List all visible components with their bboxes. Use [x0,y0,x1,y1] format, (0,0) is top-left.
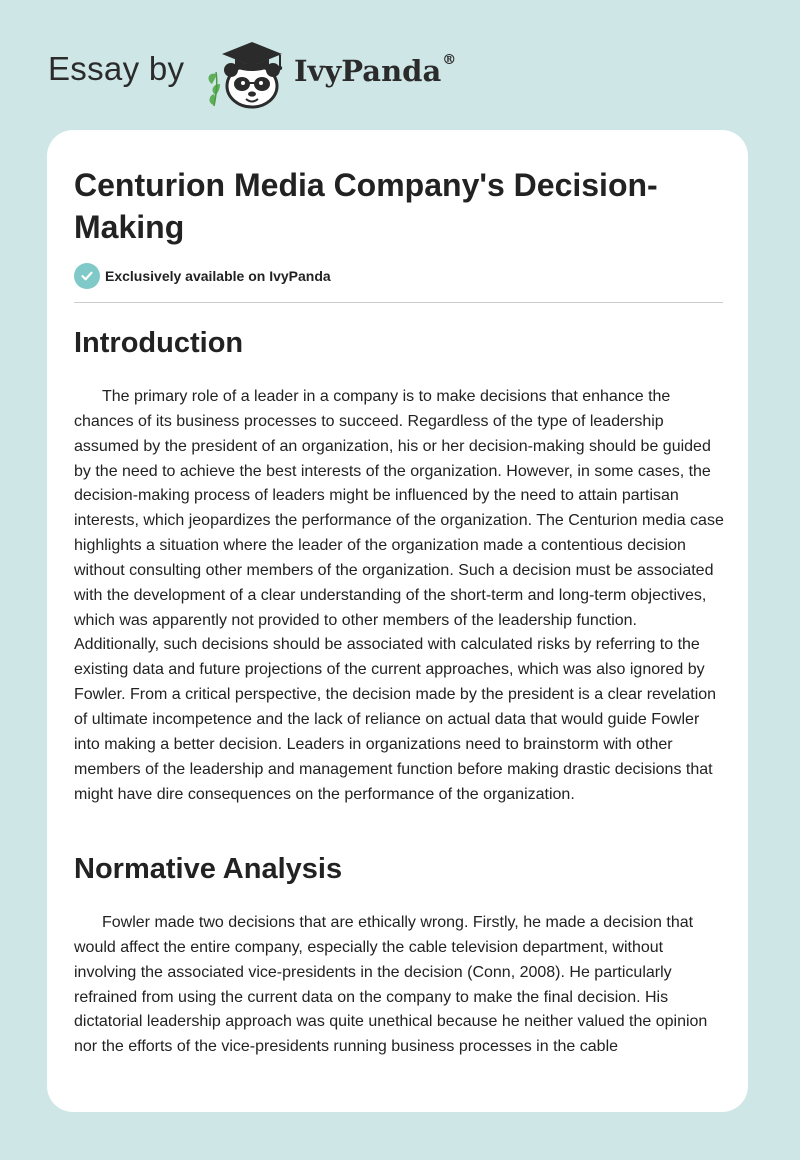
brand-name: IvyPanda® [294,52,457,88]
panda-logo-icon [202,34,292,110]
check-icon [74,263,100,289]
exclusive-badge-label: Exclusively available on IvyPanda [105,268,331,284]
essay-card [47,130,748,1112]
section-paragraph-normative-analysis: Fowler made two decisions that are ethically wrong. Firstly, he made a decision that would affect the entire company, especially the cable television department, without involving the associated vice-presidents in the decision (Conn, 2008). He particularly refrained from using the current data on the company to make the final decision. His dictatorial leadership approach was quite unethical because he neither valued the opinion nor the efforts of the vice-presidents running business processes in the cable [74,914,708,1056]
registered-mark: ® [442,52,457,69]
page-title: Centurion Media Company's Decision-Making [74,167,658,245]
brand-header[interactable] [48,34,468,110]
section-heading-introduction: Introduction [74,327,244,359]
divider [74,302,723,303]
brand-prefix: Essay by [48,50,185,87]
section-paragraph-introduction: The primary role of a leader in a company is to make decisions that enhance the chances of its business processes to succeed. Regardless of the type of leadership assumed by the president of an organization, his or her decision-making should be guided by the need to achieve the best interests of the organization. However, in some cases, the decision-making process of leaders might be influenced by the need to attain partisan interests, which jeopardizes the performance of the organization. The Centurion media case highlights a situation where the leader of the organization made a contentious decision without consulting other members of the organization. Such a decision must be associated with the development of a clear understanding of the short-term and long-term objectives, which was apparently not provided to other members of the leadership function. Additionally, such decisions should be associated with calculated risks by referring to the existing data and future projections of the current approaches, which was also ignored by Fowler. From a critical perspective, the decision made by the president is a clear revelation of ultimate incompetence and the lack of reliance on actual data that would guide Fowler into making a better decision. Leaders in organizations need to brainstorm with other members of the leadership and management function before making drastic decisions that might have dire consequences on the performance of the organization. [74,388,724,803]
section-heading-normative-analysis: Normative Analysis [74,853,343,885]
exclusive-badge [74,263,331,289]
